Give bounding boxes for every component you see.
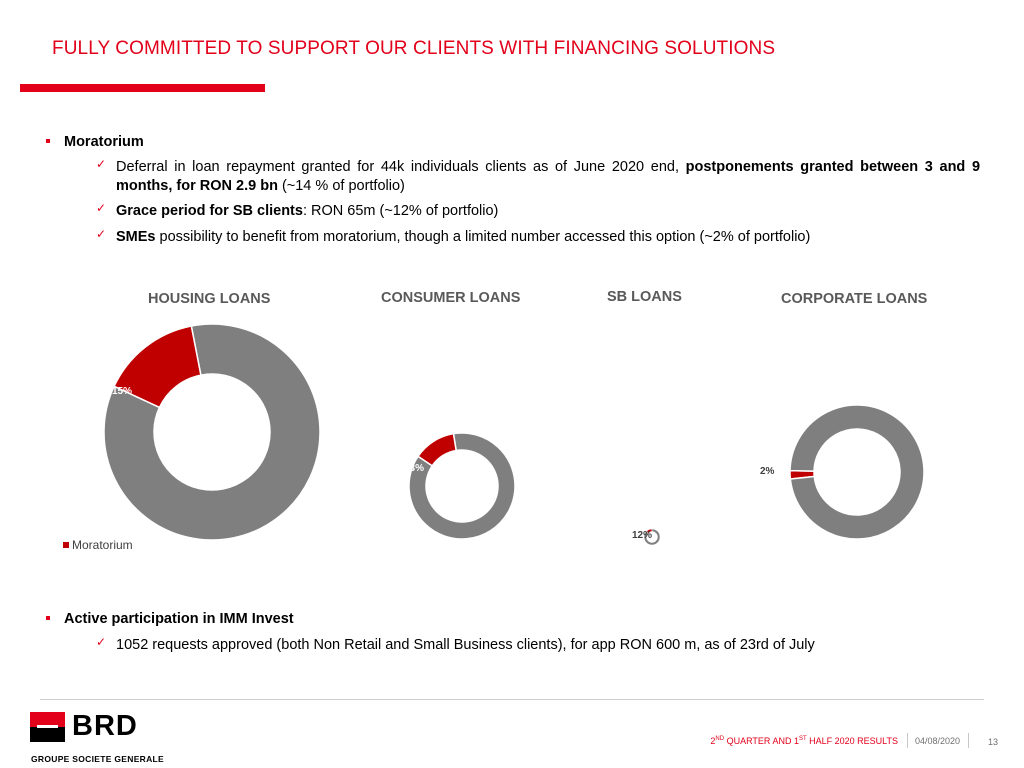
brd-logo-icon: [30, 712, 65, 742]
moratorium-item: Deferral in loan repayment granted for 44k individuals clients as of June 2020 end, postponements granted between 3 and 9 months, for RON 2.9 bn (~14 % of portfolio): [116, 159, 981, 194]
chart-title-housing: HOUSING LOANS: [148, 291, 271, 307]
donut-consumer: [409, 433, 515, 539]
footer-results-label: 2ND QUARTER AND 1ST HALF 2020 RESULTS: [710, 736, 898, 746]
checkmark-icon: ✓: [96, 157, 107, 171]
moratorium-item: Grace period for SB clients: RON 65m (~12% of portfolio): [116, 203, 499, 219]
chart-title-corporate: CORPORATE LOANS: [781, 291, 928, 307]
chart-title-consumer: CONSUMER LOANS: [381, 290, 521, 306]
legend-label: Moratorium: [72, 538, 133, 552]
footer-separator: [968, 733, 969, 748]
chart-legend: [63, 538, 133, 552]
donut-corporate: [790, 405, 924, 539]
data-label-sb: 12%: [632, 530, 653, 541]
imm-heading: Active participation in IMM Invest: [64, 611, 294, 627]
imm-item: 1052 requests approved (both Non Retail and Small Business clients), for app RON 600 m, as of 23rd of July: [116, 637, 815, 653]
data-label-corporate: 2%: [760, 466, 775, 477]
page-number: 13: [988, 737, 999, 747]
page-title: FULLY COMMITTED TO SUPPORT OUR CLIENTS WITH FINANCING SOLUTIONS: [52, 38, 776, 59]
checkmark-icon: ✓: [96, 635, 107, 649]
checkmark-icon: ✓: [96, 201, 107, 215]
data-label-consumer: 13%: [404, 463, 425, 474]
donut-housing: [104, 324, 320, 540]
chart-title-sb: SB LOANS: [607, 289, 682, 305]
legend-swatch: [63, 542, 69, 548]
moratorium-heading: Moratorium: [64, 134, 144, 150]
data-label-housing: 15%: [112, 386, 133, 397]
brd-logo-text: BRD: [72, 710, 138, 742]
moratorium-item: SMEs possibility to benefit from moratorium, though a limited number accessed this option (~2% of portfolio): [116, 229, 811, 245]
checkmark-icon: ✓: [96, 227, 107, 241]
footer-divider: [40, 699, 984, 700]
bullet-marker: [46, 616, 50, 620]
group-name: GROUPE SOCIETE GENERALE: [31, 754, 165, 764]
footer-separator: [907, 733, 908, 748]
footer-date: 04/08/2020: [915, 736, 961, 746]
